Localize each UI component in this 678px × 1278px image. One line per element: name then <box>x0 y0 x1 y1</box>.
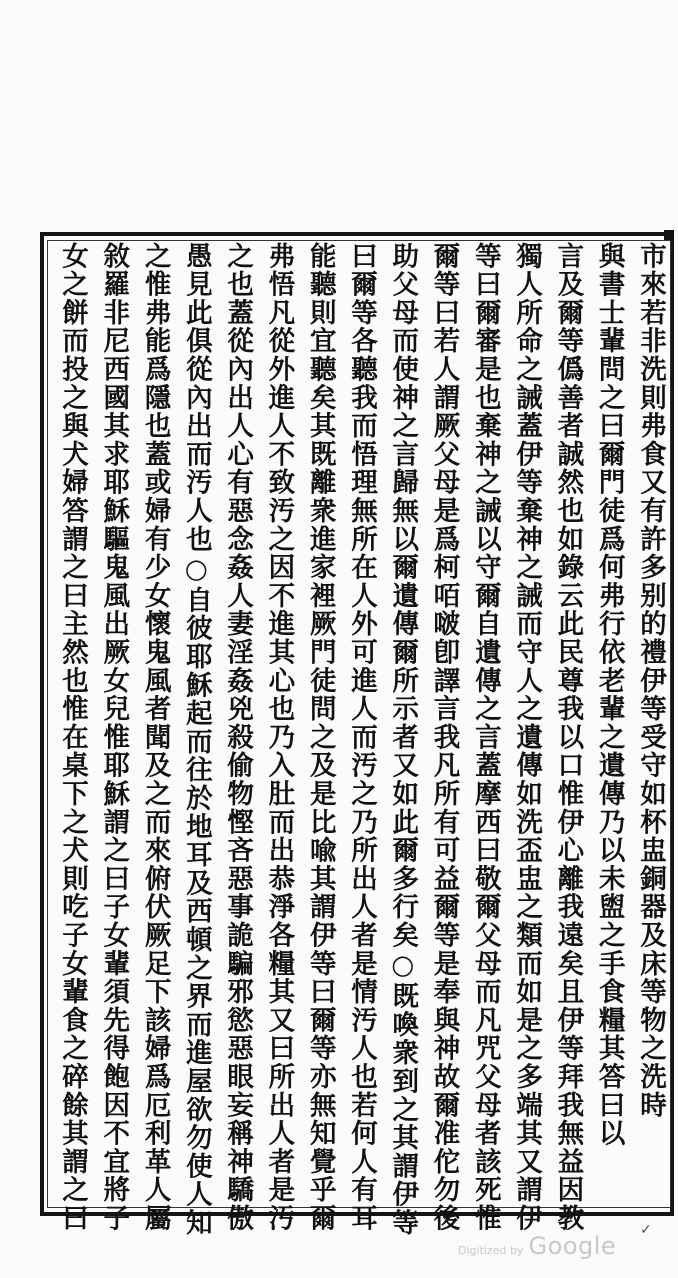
watermark-prefix: Digitized by <box>458 1244 524 1257</box>
text-column: 之惟弗能爲隱也蓋或婦有少女懷鬼風者聞及之而來俯伏厥足下該婦爲厄利革人屬 <box>139 242 171 1233</box>
text-column: 爾等曰若人謂厥父母是爲柯咟啵卽譯言我凡所有可益爾等是奉與神故爾准佗勿後 <box>428 242 460 1233</box>
text-column: 能聽則宜聽矣其既離衆進家裡厥門徒問之及是比喩其謂伊等曰爾等亦無知覺乎爾 <box>304 242 336 1233</box>
text-column: 與書士輩問之曰爾門徒爲何弗行依老輩之遺傳乃以未盥之手食糧其答曰以 <box>593 242 625 1148</box>
pen-mark-icon: ✓ <box>640 1222 652 1238</box>
text-column: 等曰爾審是也棄神之誡以守爾自遺傳之言蓋摩西曰敬爾父母而凡咒父母者該死惟 <box>469 242 501 1233</box>
digitized-watermark <box>458 1232 616 1260</box>
text-column: 弗悟凡從外進人不致汚之因不進其心也乃入肚而出恭淨各糧其又曰所出人者是汚 <box>263 242 295 1233</box>
text-column: 之也蓋從內出人心有惡念姦人妻淫姦兇殺偷物慳吝惡事詭騙邪慾惡眼妄稱神驕傲 <box>222 242 254 1233</box>
text-column: 獨人所命之誡蓋伊等棄神之誡而守人之遺傳如洗盃盅之類而如是之多端其又謂伊 <box>511 242 543 1233</box>
text-column: 市來若非洗則弗食又有許多别的禮伊等受守如杯盅銅器及床等物之洗時 <box>634 242 666 1120</box>
text-columns <box>57 242 666 1237</box>
text-column: 敘羅非尼西國其求耶穌驅鬼風出厥女兒惟耶穌謂之曰子女輩須先得飽因不宜將子 <box>98 242 130 1233</box>
watermark-brand: Google <box>528 1232 617 1260</box>
text-column: 曰爾等各聽我而悟理無所在人外可進人而汚之乃所出人者是情汚人也若何人有耳 <box>345 242 377 1233</box>
text-column: 愚見此俱從內出而汚人也○自彼耶穌起而往於地耳及西頓之界而進屋欲勿使人知 <box>180 242 212 1237</box>
corner-mark <box>664 230 674 240</box>
text-column: 女之餅而投之與犬婦答謂之曰主然也惟在桌下之犬則吃子女輩食之碎餘其謂之曰 <box>57 242 88 1233</box>
text-column: 言及爾等僞善者誠然也如錄云此民尊我以口惟伊心離我遠矣且伊等拜我無益因教 <box>552 242 584 1233</box>
text-column: 助父母而使神之言歸無以爾遺傳爾所示者又如此爾多行矣○既喚衆到之其謂伊等 <box>387 242 419 1237</box>
